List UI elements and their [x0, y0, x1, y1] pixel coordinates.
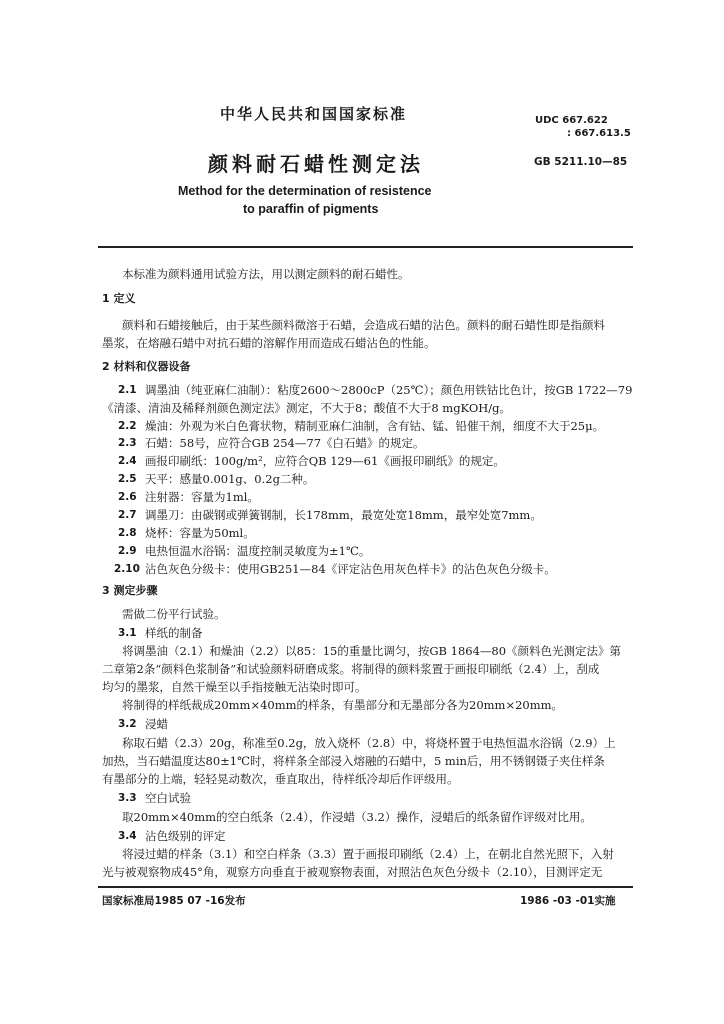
subsection-number: 3.4 — [118, 830, 137, 842]
document-title: 颜料耐石蜡性测定法 — [208, 152, 424, 176]
item-number: 2.8 — [118, 527, 137, 539]
body-line: 光与被观察物成45°角，观察方向垂直于被观察物表面，对照沾色灰色分级卡（2.10），目测评定无 — [102, 865, 603, 879]
english-title-line-2: to paraffin of pigments — [243, 202, 379, 216]
issue-date: 国家标准局1985 07 -16发布 — [102, 895, 246, 907]
body-line: 称取石蜡（2.3）20g，称准至0.2g，放入烧杯（2.8）中，将烧杯置于电热恒温水浴锅（2.9）上 — [122, 736, 616, 750]
subsection-number: 3.2 — [118, 718, 137, 730]
udc-code-primary: UDC 667.622 — [535, 115, 608, 126]
body-line: 均匀的墨浆，自然干燥至以手指接触无沾染时即可。 — [102, 680, 367, 694]
udc-code-secondary: : 667.613.5 — [567, 128, 631, 139]
section-3-intro: 需做二份平行试验。 — [122, 607, 226, 621]
item-text: 调墨刀：由碳钢或弹簧钢制，长178mm，最宽处宽18mm，最窄处宽7mm。 — [145, 508, 542, 522]
item-text: 沾色灰色分级卡：使用GB251—84《评定沾色用灰色样卡》的沾色灰色分级卡。 — [145, 562, 556, 576]
subsection-number: 3.3 — [118, 792, 137, 804]
body-line: 取20mm×40mm的空白纸条（2.4），作浸蜡（3.2）操作，浸蜡后的纸条留作评级对比用。 — [122, 810, 592, 824]
intro-paragraph: 本标准为颜料通用试验方法，用以测定颜料的耐石蜡性。 — [122, 267, 410, 281]
item-text: 石蜡：58号，应符合GB 254—77《白石蜡》的规定。 — [145, 436, 425, 450]
body-line: 加热，当石蜡温度达80±1℃时，将样条全部浸入熔融的石蜡中，5 min后，用不锈钢镊子夹住样条 — [102, 754, 605, 768]
item-number: 2.6 — [118, 491, 137, 503]
body-line: 将制得的样纸裁成20mm×40mm的样条，有墨部分和无墨部分各为20mm×20mm。 — [122, 698, 564, 712]
item-text: 燥油：外观为米白色膏状物，精制亚麻仁油制，含有钴、锰、铅催干剂，细度不大于25μ。 — [145, 419, 605, 433]
implementation-date: 1986 -03 -01实施 — [520, 895, 616, 907]
section-1-heading: 1 定义 — [102, 292, 136, 305]
header-rule — [98, 246, 633, 248]
item-text: 画报印刷纸：100g/m²，应符合QB 129—61《画报印刷纸》的规定。 — [145, 454, 505, 468]
subsection-number: 3.1 — [118, 627, 137, 639]
item-text: 电热恒温水浴锅：温度控制灵敏度为±1℃。 — [145, 544, 371, 558]
english-title-line-1: Method for the determination of resistence — [178, 184, 432, 198]
body-line: 有墨部分的上端，轻轻晃动数次，垂直取出，待样纸冷却后作评级用。 — [102, 772, 459, 786]
item-number: 2.5 — [118, 473, 137, 485]
item-number: 2.9 — [118, 545, 137, 557]
item-number: 2.2 — [118, 420, 137, 432]
item-text: 烧杯：容量为50ml。 — [145, 526, 255, 540]
subsection-title: 空白试验 — [145, 791, 191, 805]
footer-rule — [98, 886, 633, 888]
item-number: 2.3 — [118, 437, 137, 449]
section-3-heading: 3 测定步骤 — [102, 584, 158, 597]
item-text: 调墨油（纯亚麻仁油制）：粘度2600～2800cP（25℃）；颜色用铁钴比色计，按GB 1722—79 — [145, 383, 633, 397]
section-1-line-1: 颜料和石蜡接触后，由于某些颜料微溶于石蜡，会造成石蜡的沾色。颜料的耐石蜡性即是指颜料 — [122, 318, 605, 332]
gb-standard-number: GB 5211.10—85 — [534, 156, 628, 168]
item-text-continued: 《清漆、清油及稀释剂颜色测定法》测定，不大于8；酸值不大于8 mgKOH/g。 — [102, 401, 512, 415]
item-number: 2.1 — [118, 384, 137, 396]
subsection-title: 样纸的制备 — [145, 626, 203, 640]
item-number: 2.10 — [114, 563, 140, 575]
item-number: 2.7 — [118, 509, 137, 521]
item-number: 2.4 — [118, 455, 137, 467]
body-line: 二章第2条“颜料色浆制备”和试验颜料研磨成浆。将制得的颜料浆置于画报印刷纸（2.4）上，刮成 — [102, 662, 600, 676]
subsection-title: 沾色级别的评定 — [145, 829, 226, 843]
body-line: 将调墨油（2.1）和燥油（2.2）以85：15的重量比调匀，按GB 1864—80《颜料色光测定法》第 — [122, 644, 622, 658]
item-text: 注射器：容量为1ml。 — [145, 490, 259, 504]
issuing-authority: 中华人民共和国国家标准 — [220, 105, 408, 123]
subsection-title: 浸蜡 — [145, 717, 168, 731]
item-text: 天平：感量0.001g、0.2g二种。 — [145, 472, 315, 486]
section-1-line-2: 墨浆，在熔融石蜡中对抗石蜡的溶解作用而造成石蜡沾色的性能。 — [102, 336, 436, 350]
section-2-heading: 2 材料和仪器设备 — [102, 360, 191, 373]
body-line: 将浸过蜡的样条（3.1）和空白样条（3.3）置于画报印刷纸（2.4）上，在朝北自然光照下，入射 — [122, 847, 614, 861]
